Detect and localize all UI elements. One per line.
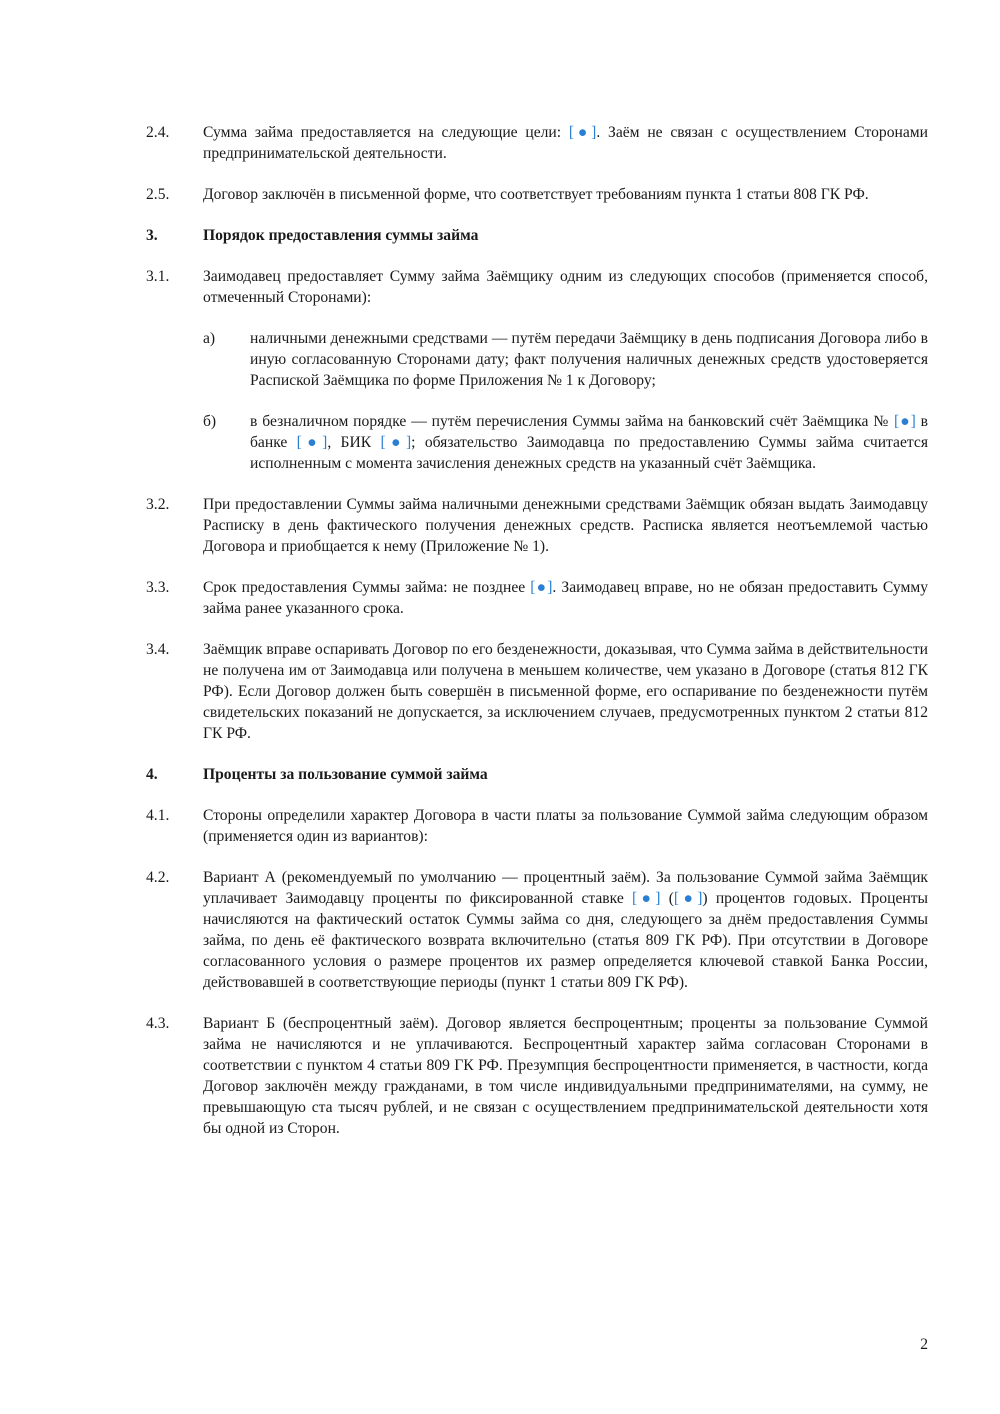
- subclause-letter: б): [203, 413, 217, 430]
- clause-4-1: [146, 805, 928, 847]
- clause-3-1-b: [203, 411, 928, 474]
- clause-2-4: [146, 122, 928, 164]
- clause-3-1: [146, 266, 928, 308]
- clause-number: 4.1.: [146, 807, 170, 824]
- clause-4-3: [146, 1013, 928, 1139]
- clause-text: Заёмщик вправе оспаривать Договор по его безденежности, доказывая, что Сумма займа в действительности не получена им от Заимодавца или получена в меньшем количестве, чем указано в Договоре (статья 812 ГК РФ). Если Договор должен быть совершён в письменной форме, его оспаривание по безденежности путём свидетельских показаний не допускается, за исключением случаев, предусмотренных пунктом 2 статьи 812 ГК РФ.: [203, 641, 928, 742]
- clause-number: 3.3.: [146, 579, 170, 596]
- clause-2-5: [146, 184, 928, 205]
- placeholder-field: [●]: [530, 579, 553, 596]
- section-title: Порядок предоставления суммы займа: [203, 227, 479, 244]
- clause-number: 2.4.: [146, 124, 170, 141]
- section-number: 4.: [146, 766, 158, 783]
- clause-text: Вариант А (рекомендуемый по умолчанию — процентный заём). За пользование Суммой займа Заёмщик уплачивает Заимодавцу проценты по фиксированной ставке [●] ([●]) процентов годовых. Проценты начисляются на фактический остаток Суммы займа со дня, следующего за днём предоставления Суммы займа, по день её фактического возврата включительно (статья 809 ГК РФ). При отсутствии в Договоре согласованного условия о размере процентов их размер определяется ключевой ставкой Банка России, действовавшей в соответствующие периоды (пункт 1 статьи 809 ГК РФ).: [203, 869, 929, 991]
- clause-3-3: [146, 577, 928, 619]
- clause-3-1-a: [203, 328, 928, 391]
- clause-number: 4.2.: [146, 869, 170, 886]
- subclause-letter: а): [203, 330, 216, 347]
- placeholder-field: [●]: [894, 413, 916, 430]
- placeholder-field: [●]: [568, 124, 597, 141]
- section-number: 3.: [146, 227, 158, 244]
- clause-number: 3.4.: [146, 641, 170, 658]
- clause-3-2: [146, 494, 928, 557]
- clause-text: При предоставлении Суммы займа наличными денежными средствами Заёмщик обязан выдать Заимодавцу Расписку в день фактического получения денежных средств. Расписка является неотъемлемой частью Договора и приобщается к нему (Приложение № 1).: [203, 496, 928, 555]
- clause-4-2: [146, 867, 928, 993]
- clause-text: Срок предоставления Суммы займа: не позднее [●]. Заимодавец вправе, но не обязан предоставить Сумму займа ранее указанного срока.: [203, 579, 928, 617]
- subclause-text: наличными денежными средствами — путём передачи Заёмщику в день подписания Договора либо в иную согласованную Сторонами дату; факт получения наличных денежных средств удостоверяется Распиской Заёмщика по форме Приложения № 1 к Договору;: [250, 330, 928, 389]
- clause-number: 4.3.: [146, 1015, 170, 1032]
- clause-text: Договор заключён в письменной форме, что соответствует требованиям пункта 1 статьи 808 ГК РФ.: [203, 186, 869, 203]
- clause-text: Вариант Б (беспроцентный заём). Договор является беспроцентным; проценты за пользование Суммой займа не начисляются и не уплачиваются. Беспроцентный характер займа согласован Сторонами в соответствии с пунктом 4 статьи 809 ГК РФ. Презумпция беспроцентности применяется, в частности, когда Договор заключён между гражданами, в том числе индивидуальными предпринимателями, на сумму, не превышающую ста тысяч рублей, и не связан с осуществлением предпринимательской деятельности хотя бы одной из Сторон.: [203, 1015, 928, 1137]
- clause-number: 3.1.: [146, 268, 170, 285]
- clause-text: Заимодавец предоставляет Сумму займа Заёмщику одним из следующих способов (применяется способ, отмеченный Сторонами):: [203, 268, 928, 306]
- document-body: [146, 122, 928, 1159]
- clause-number: 3.2.: [146, 496, 170, 513]
- placeholder-field: [●]: [296, 434, 328, 451]
- subclause-text: в безналичном порядке — путём перечисления Суммы займа на банковский счёт Заёмщика № [●] в банке [●], БИК [●]; обязательство Заимодавца по предоставлению Суммы займа считается исполненным с момента зачисления денежных средств на указанный счёт Заёмщика.: [250, 413, 928, 472]
- clause-text: Сумма займа предоставляется на следующие цели: [●]. Заём не связан с осуществлением Сторонами предпринимательской деятельности.: [203, 124, 928, 162]
- page-number: 2: [920, 1336, 928, 1353]
- placeholder-field: [●]: [673, 890, 703, 907]
- clause-text: Стороны определили характер Договора в части платы за пользование Суммой займа следующим образом (применяется один из вариантов):: [203, 807, 928, 845]
- section-title: Проценты за пользование суммой займа: [203, 766, 488, 783]
- section-heading-4: [146, 764, 928, 785]
- clause-number: 2.5.: [146, 186, 170, 203]
- placeholder-field: [●]: [380, 434, 412, 451]
- section-heading-3: [146, 225, 928, 246]
- clause-3-4: [146, 639, 928, 744]
- placeholder-field: [●]: [632, 890, 661, 907]
